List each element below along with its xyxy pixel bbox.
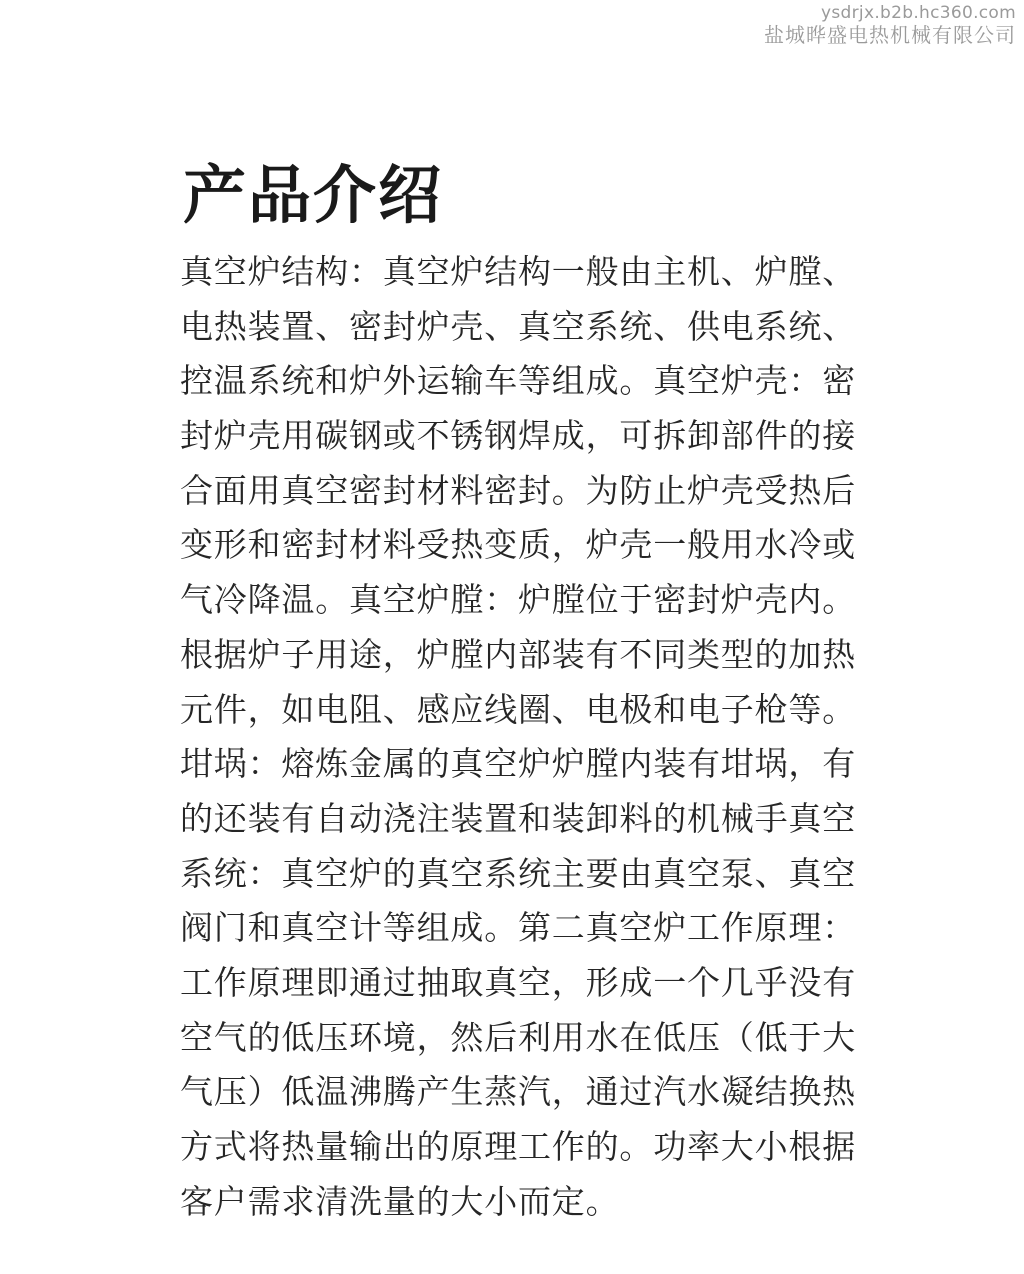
description-line: 控温系统和炉外运输车等组成。真空炉壳：密 — [180, 361, 856, 401]
description-line: 系统：真空炉的真空系统主要由真空泵、真空 — [180, 853, 856, 893]
page-title: 产品介绍 — [183, 159, 443, 232]
description-line: 气压）低温沸腾产生蒸汽，通过汽水凝结换热 — [180, 1072, 856, 1112]
description-line: 阀门和真空计等组成。第二真空炉工作原理： — [180, 908, 856, 948]
description-line: 气冷降温。真空炉膛：炉膛位于密封炉壳内。 — [180, 580, 856, 620]
description-line: 真空炉结构：真空炉结构一般由主机、炉膛、 — [180, 252, 856, 291]
watermark-url: ysdrjx.b2b.hc360.com — [821, 3, 1016, 23]
description-line: 封炉壳用碳钢或不锈钢焊成，可拆卸部件的接 — [180, 416, 856, 456]
description-line: 的还装有自动浇注装置和装卸料的机械手真空 — [180, 798, 856, 838]
description-line: 坩埚：熔炼金属的真空炉炉膛内装有坩埚，有 — [180, 744, 856, 784]
description-line: 变形和密封材料受热变质，炉壳一般用水冷或 — [180, 525, 856, 565]
description-line: 工作原理即通过抽取真空，形成一个几乎没有 — [180, 962, 856, 1002]
watermark — [764, 2, 1016, 46]
watermark-company: 盐城晔盛电热机械有限公司 — [764, 23, 1016, 47]
description-line: 客户需求清洗量的大小而定。 — [180, 1181, 620, 1221]
description-line: 根据炉子用途，炉膛内部装有不同类型的加热 — [180, 634, 856, 674]
description-line: 空气的低压环境，然后利用水在低压（低于大 — [180, 1017, 856, 1057]
product-description — [180, 245, 950, 1229]
description-line: 元件，如电阻、感应线圈、电极和电子枪等。 — [180, 689, 856, 729]
description-line: 电热装置、密封炉壳、真空系统、供电系统、 — [180, 306, 856, 346]
description-line: 合面用真空密封材料密封。为防止炉壳受热后 — [180, 470, 856, 510]
description-line: 方式将热量输出的原理工作的。功率大小根据 — [180, 1127, 856, 1166]
